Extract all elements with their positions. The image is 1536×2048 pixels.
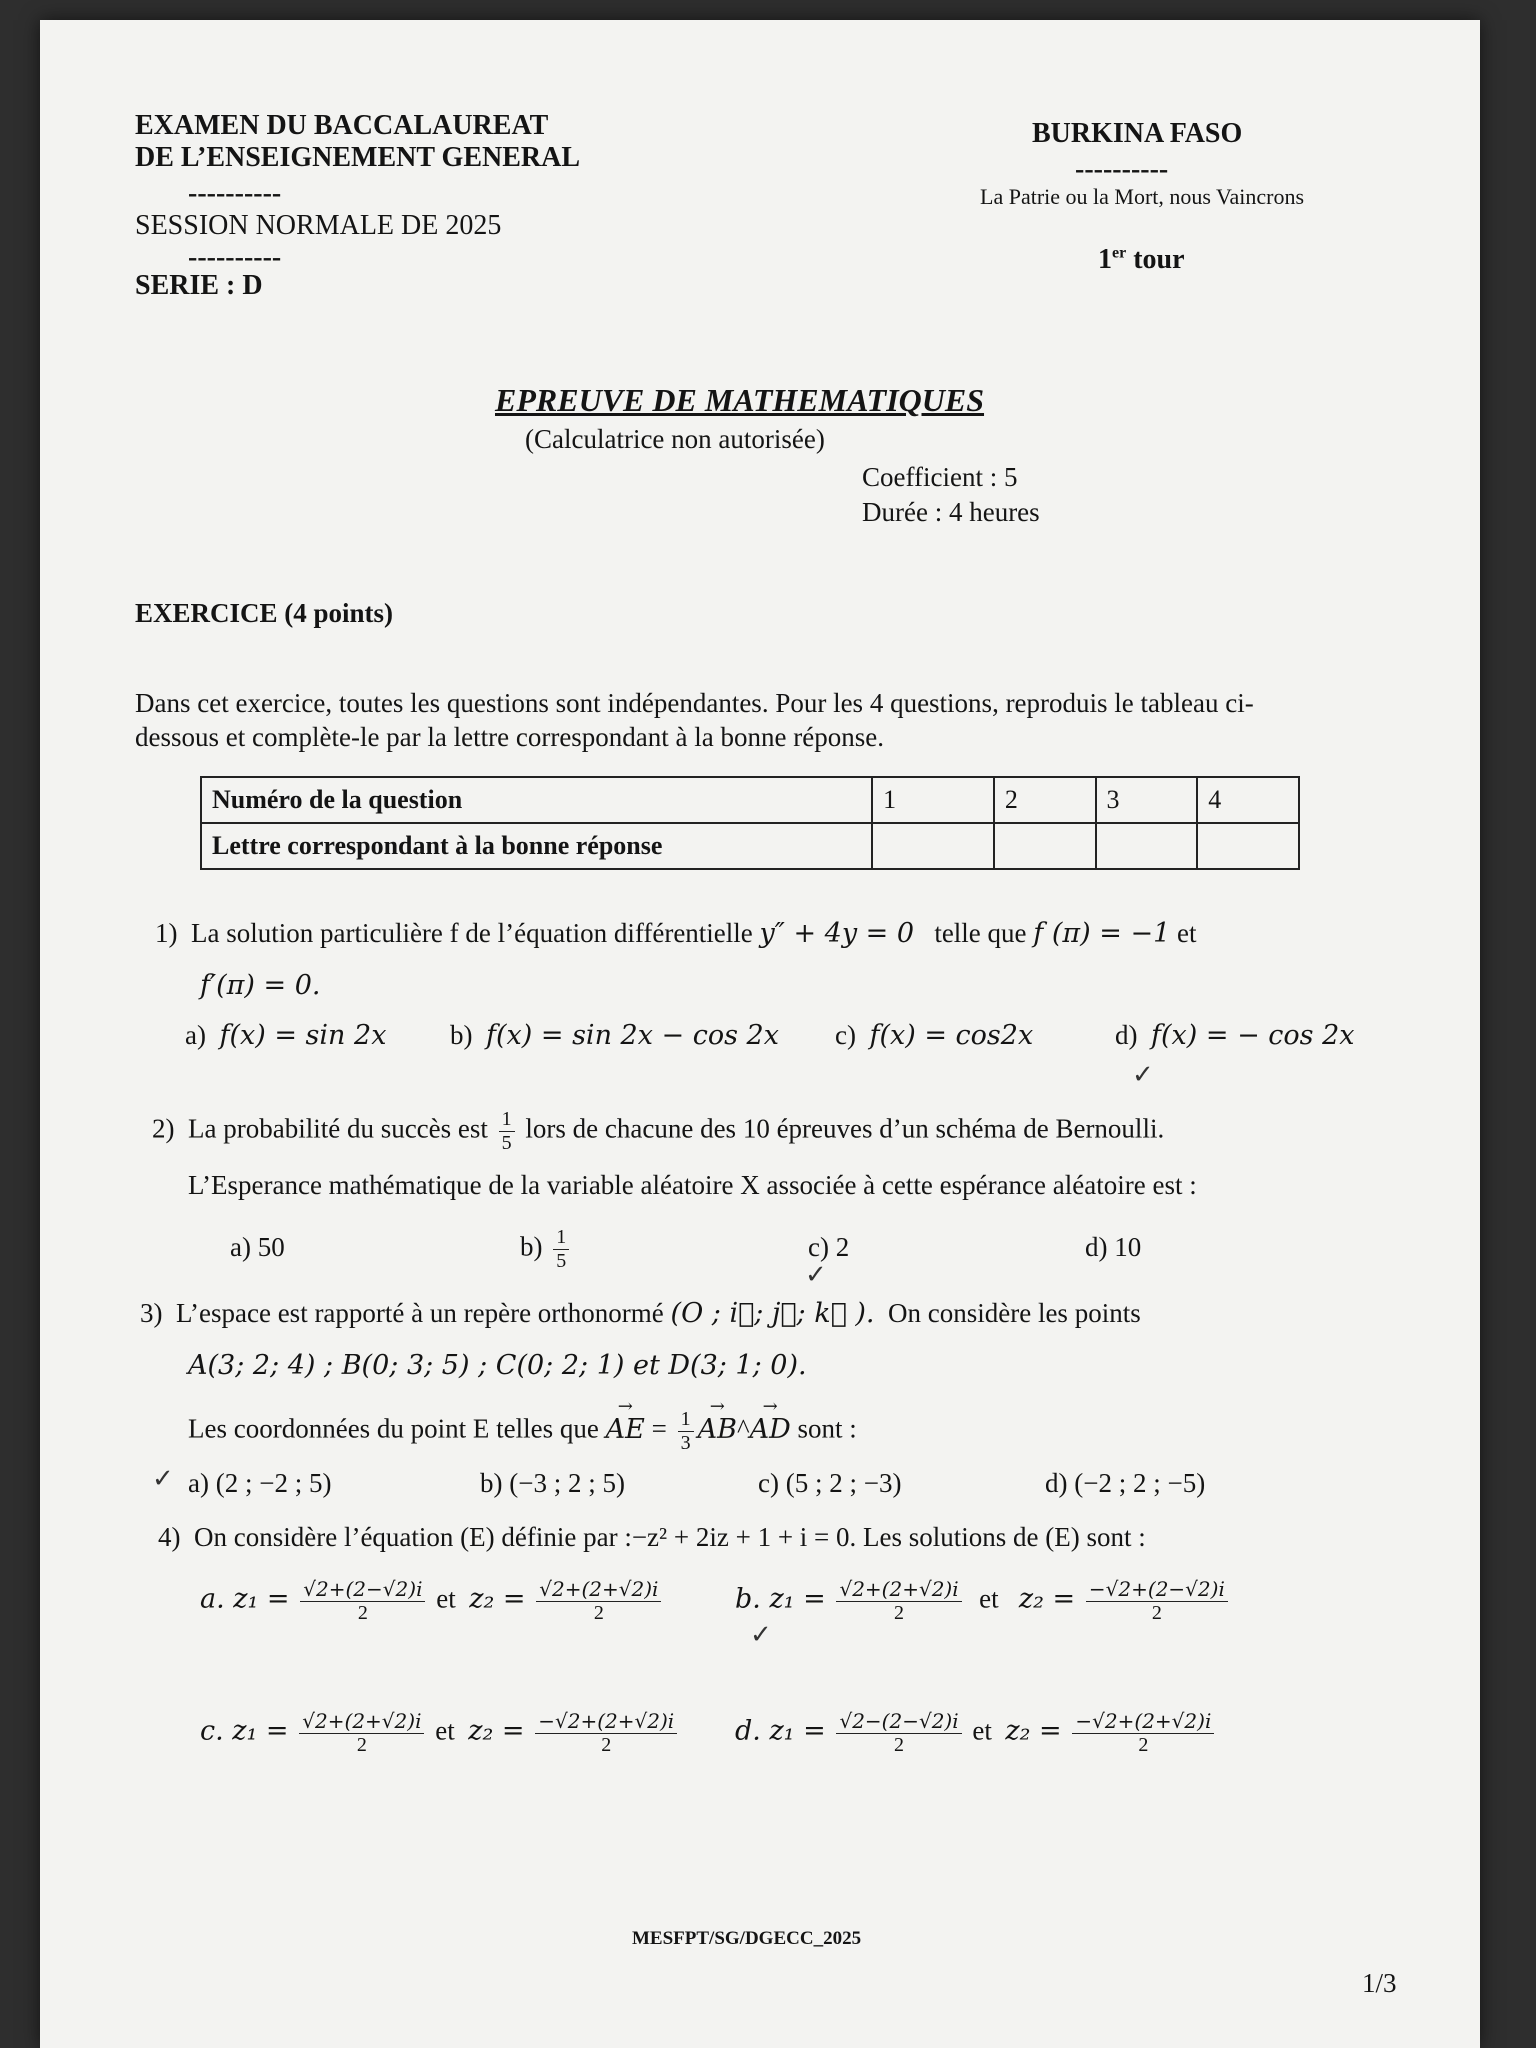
coefficient: Coefficient : 5	[862, 462, 1018, 492]
duration: Durée : 4 heures	[862, 497, 1040, 527]
answer-table	[200, 776, 1300, 870]
exam-page	[40, 20, 1480, 2048]
serie: SERIE : D	[135, 270, 263, 301]
table-cell: 4	[1197, 777, 1299, 823]
table-row	[201, 823, 1299, 869]
session: SESSION NORMALE DE 2025	[135, 210, 502, 241]
question-3: 3) L’espace est rapporté à un repère orthonormé (O ; i⃗; j⃗; k⃗ ). On considère les points	[140, 1298, 1141, 1329]
check-mark-icon: ✓	[750, 1620, 772, 1650]
q3-option-b: b) (−3 ; 2 ; 5)	[480, 1468, 625, 1498]
intro-line1: Dans cet exercice, toutes les questions sont indépendantes. Pour les 4 questions, reproduis le tableau ci-	[135, 688, 1254, 718]
country: BURKINA FASO	[1032, 118, 1243, 149]
page-number: 1/3	[1362, 1968, 1397, 1998]
intro-line2: dessous et complète-le par la lettre correspondant à la bonne réponse.	[135, 722, 884, 752]
check-mark-icon: ✓	[1132, 1060, 1154, 1090]
table-cell[interactable]	[1197, 823, 1299, 869]
q2-option-b: b) $\frac{1}{5}$	[520, 1226, 573, 1273]
q3-option-c: c) (5 ; 2 ; −3)	[758, 1468, 902, 1498]
q2-option-a: a) 50	[230, 1232, 285, 1262]
question-1-cond2: f′(π) = 0.	[200, 970, 321, 1001]
table-header-question: Numéro de la question	[201, 777, 872, 823]
q4-option-a: a. z₁ = $\frac{√2+(2-√2)i}{2}$ et z₂ = $\frac{√2+(2+√2)i}{2}$	[200, 1578, 665, 1625]
tour: 1er tour	[1098, 244, 1185, 275]
question-1: 1) La solution particulière f de l’équation différentielle y″ + 4y = 0 telle que f (π) = −1 et	[155, 918, 1197, 949]
q1-option-d: d) f(x) = − cos 2x	[1115, 1020, 1355, 1051]
q1-option-c: c) f(x) = cos2x	[835, 1020, 1034, 1051]
separator: ----------	[1075, 154, 1169, 185]
q1-option-a: a) f(x) = sin 2x	[185, 1020, 387, 1051]
q4-option-b: b. z₁ = $\frac{√2+(2+√2)i}{2}$ et z₂ = $\frac{-√2+(2-√2)i}{2}$	[735, 1578, 1232, 1625]
question-3-line3: Les coordonnées du point E telles que → AE = $\frac{1}{3}$ → AB^→ AD sont :	[188, 1408, 857, 1455]
footer-code: MESFPT/SG/DGECC_2025	[632, 1928, 862, 1949]
question-2-line2: L’Esperance mathématique de la variable aléatoire X associée à cette espérance aléatoire est :	[188, 1170, 1197, 1200]
separator: ----------	[188, 178, 282, 209]
q2-option-c: c) 2	[808, 1232, 850, 1262]
q2-option-d: d) 10	[1085, 1232, 1142, 1262]
calculator-note: (Calculatrice non autorisée)	[525, 424, 825, 454]
check-mark-icon: ✓	[805, 1260, 827, 1290]
exercise-heading: EXERCICE (4 points)	[135, 598, 394, 628]
question-2: 2) La probabilité du succès est $\frac{1}{5}$ lors de chacune des 10 épreuves d’un schéma de Bernoulli.	[152, 1108, 1165, 1154]
q4-option-d: d. z₁ = $\frac{√2-(2-√2)i}{2}$ et z₂ = $\frac{-√2+(2+√2)i}{2}$	[735, 1710, 1218, 1757]
check-mark-icon: ✓	[152, 1464, 174, 1494]
exam-title-line1: EXAMEN DU BACCALAUREAT	[135, 110, 549, 141]
exam-title-line2: DE L’ENSEIGNEMENT GENERAL	[135, 142, 581, 173]
q3-option-d: d) (−2 ; 2 ; −5)	[1045, 1468, 1206, 1498]
table-cell[interactable]	[872, 823, 994, 869]
separator: ----------	[188, 242, 282, 273]
question-4: 4) On considère l’équation (E) définie par :−z² + 2iz + 1 + i = 0. Les solutions de (E) sont :	[158, 1522, 1146, 1552]
page-title: EPREUVE DE MATHEMATIQUES	[495, 382, 985, 418]
motto: La Patrie ou la Mort, nous Vaincrons	[980, 184, 1305, 209]
q3-option-a: a) (2 ; −2 ; 5)	[188, 1468, 332, 1498]
table-cell: 2	[994, 777, 1096, 823]
q1-option-b: b) f(x) = sin 2x − cos 2x	[450, 1020, 779, 1051]
table-header-answer: Lettre correspondant à la bonne réponse	[201, 823, 872, 869]
table-cell[interactable]	[1096, 823, 1198, 869]
question-3-points: A(3; 2; 4) ; B(0; 3; 5) ; C(0; 2; 1) et D(3; 1; 0).	[188, 1350, 807, 1381]
table-row	[201, 777, 1299, 823]
table-cell[interactable]	[994, 823, 1096, 869]
table-cell: 1	[872, 777, 994, 823]
q4-option-c: c. z₁ = $\frac{√2+(2+√2)i}{2}$ et z₂ = $\frac{-√2+(2+√2)i}{2}$	[200, 1710, 681, 1757]
table-cell: 3	[1096, 777, 1198, 823]
